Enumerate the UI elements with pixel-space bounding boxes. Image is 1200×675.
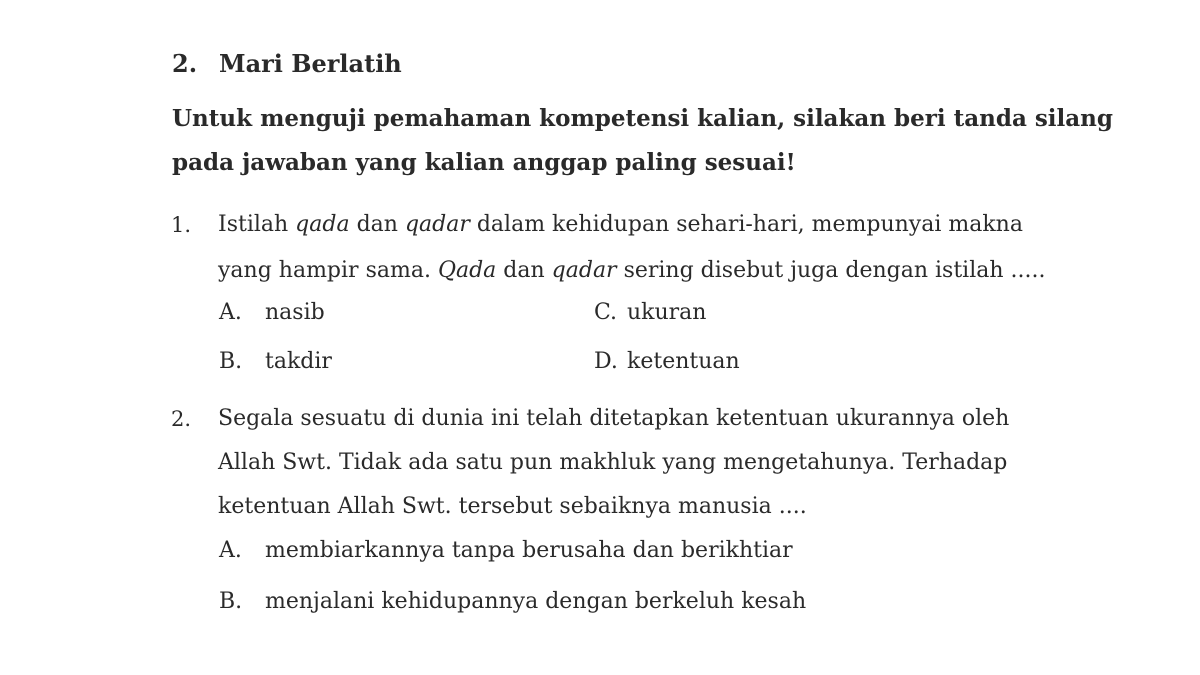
text-segment: dalam kehidupan sehari-hari, mempunyai makna (469, 212, 1023, 237)
option-letter: C. (594, 300, 618, 325)
italic-term: qada (295, 212, 350, 237)
text-segment: dan (349, 212, 405, 237)
option-letter: A. (219, 538, 242, 563)
section-number: 2. (172, 49, 198, 78)
section-title: Mari Berlatih (219, 49, 402, 78)
question-1-line-1 (218, 210, 1023, 240)
text-segment: dan (496, 258, 552, 283)
question-1-option-b[interactable] (219, 347, 332, 377)
question-1-option-a[interactable] (219, 298, 325, 328)
option-text: ketentuan (627, 349, 740, 374)
question-2-option-b[interactable] (219, 587, 806, 617)
question-1-option-c[interactable] (594, 298, 706, 328)
option-letter: B. (219, 349, 243, 374)
option-letter: B. (219, 589, 243, 614)
option-letter: D. (594, 349, 618, 374)
question-1-number: 1. (171, 213, 192, 237)
text-segment: sering disebut juga dengan istilah ..... (616, 258, 1046, 283)
question-2-line-3: ketentuan Allah Swt. tersebut sebaiknya manusia .... (218, 494, 807, 519)
question-2-option-a[interactable] (219, 536, 793, 566)
italic-term: Qada (437, 258, 497, 283)
question-2-number: 2. (171, 407, 192, 431)
question-1-option-d[interactable] (594, 347, 740, 377)
option-text: takdir (265, 349, 332, 374)
text-segment: Istilah (218, 212, 296, 237)
instruction-line-1: Untuk menguji pemahaman kompetensi kalian, silakan beri tanda silang (172, 105, 1113, 132)
italic-term: qadar (404, 212, 470, 237)
instruction-line-2: pada jawaban yang kalian anggap paling sesuai! (172, 149, 796, 176)
option-text: membiarkannya tanpa berusaha dan berikhtiar (265, 538, 793, 563)
option-text: menjalani kehidupannya dengan berkeluh kesah (265, 589, 807, 614)
italic-term: qadar (551, 258, 617, 283)
option-text: nasib (265, 300, 325, 325)
option-text: ukuran (627, 300, 707, 325)
text-segment: yang hampir sama. (218, 258, 438, 283)
section-heading (172, 48, 402, 80)
question-1-line-2 (218, 256, 1046, 286)
option-letter: A. (219, 300, 242, 325)
question-2-line-1: Segala sesuatu di dunia ini telah ditetapkan ketentuan ukurannya oleh (218, 406, 1010, 431)
question-2-line-2: Allah Swt. Tidak ada satu pun makhluk yang mengetahunya. Terhadap (218, 450, 1008, 475)
